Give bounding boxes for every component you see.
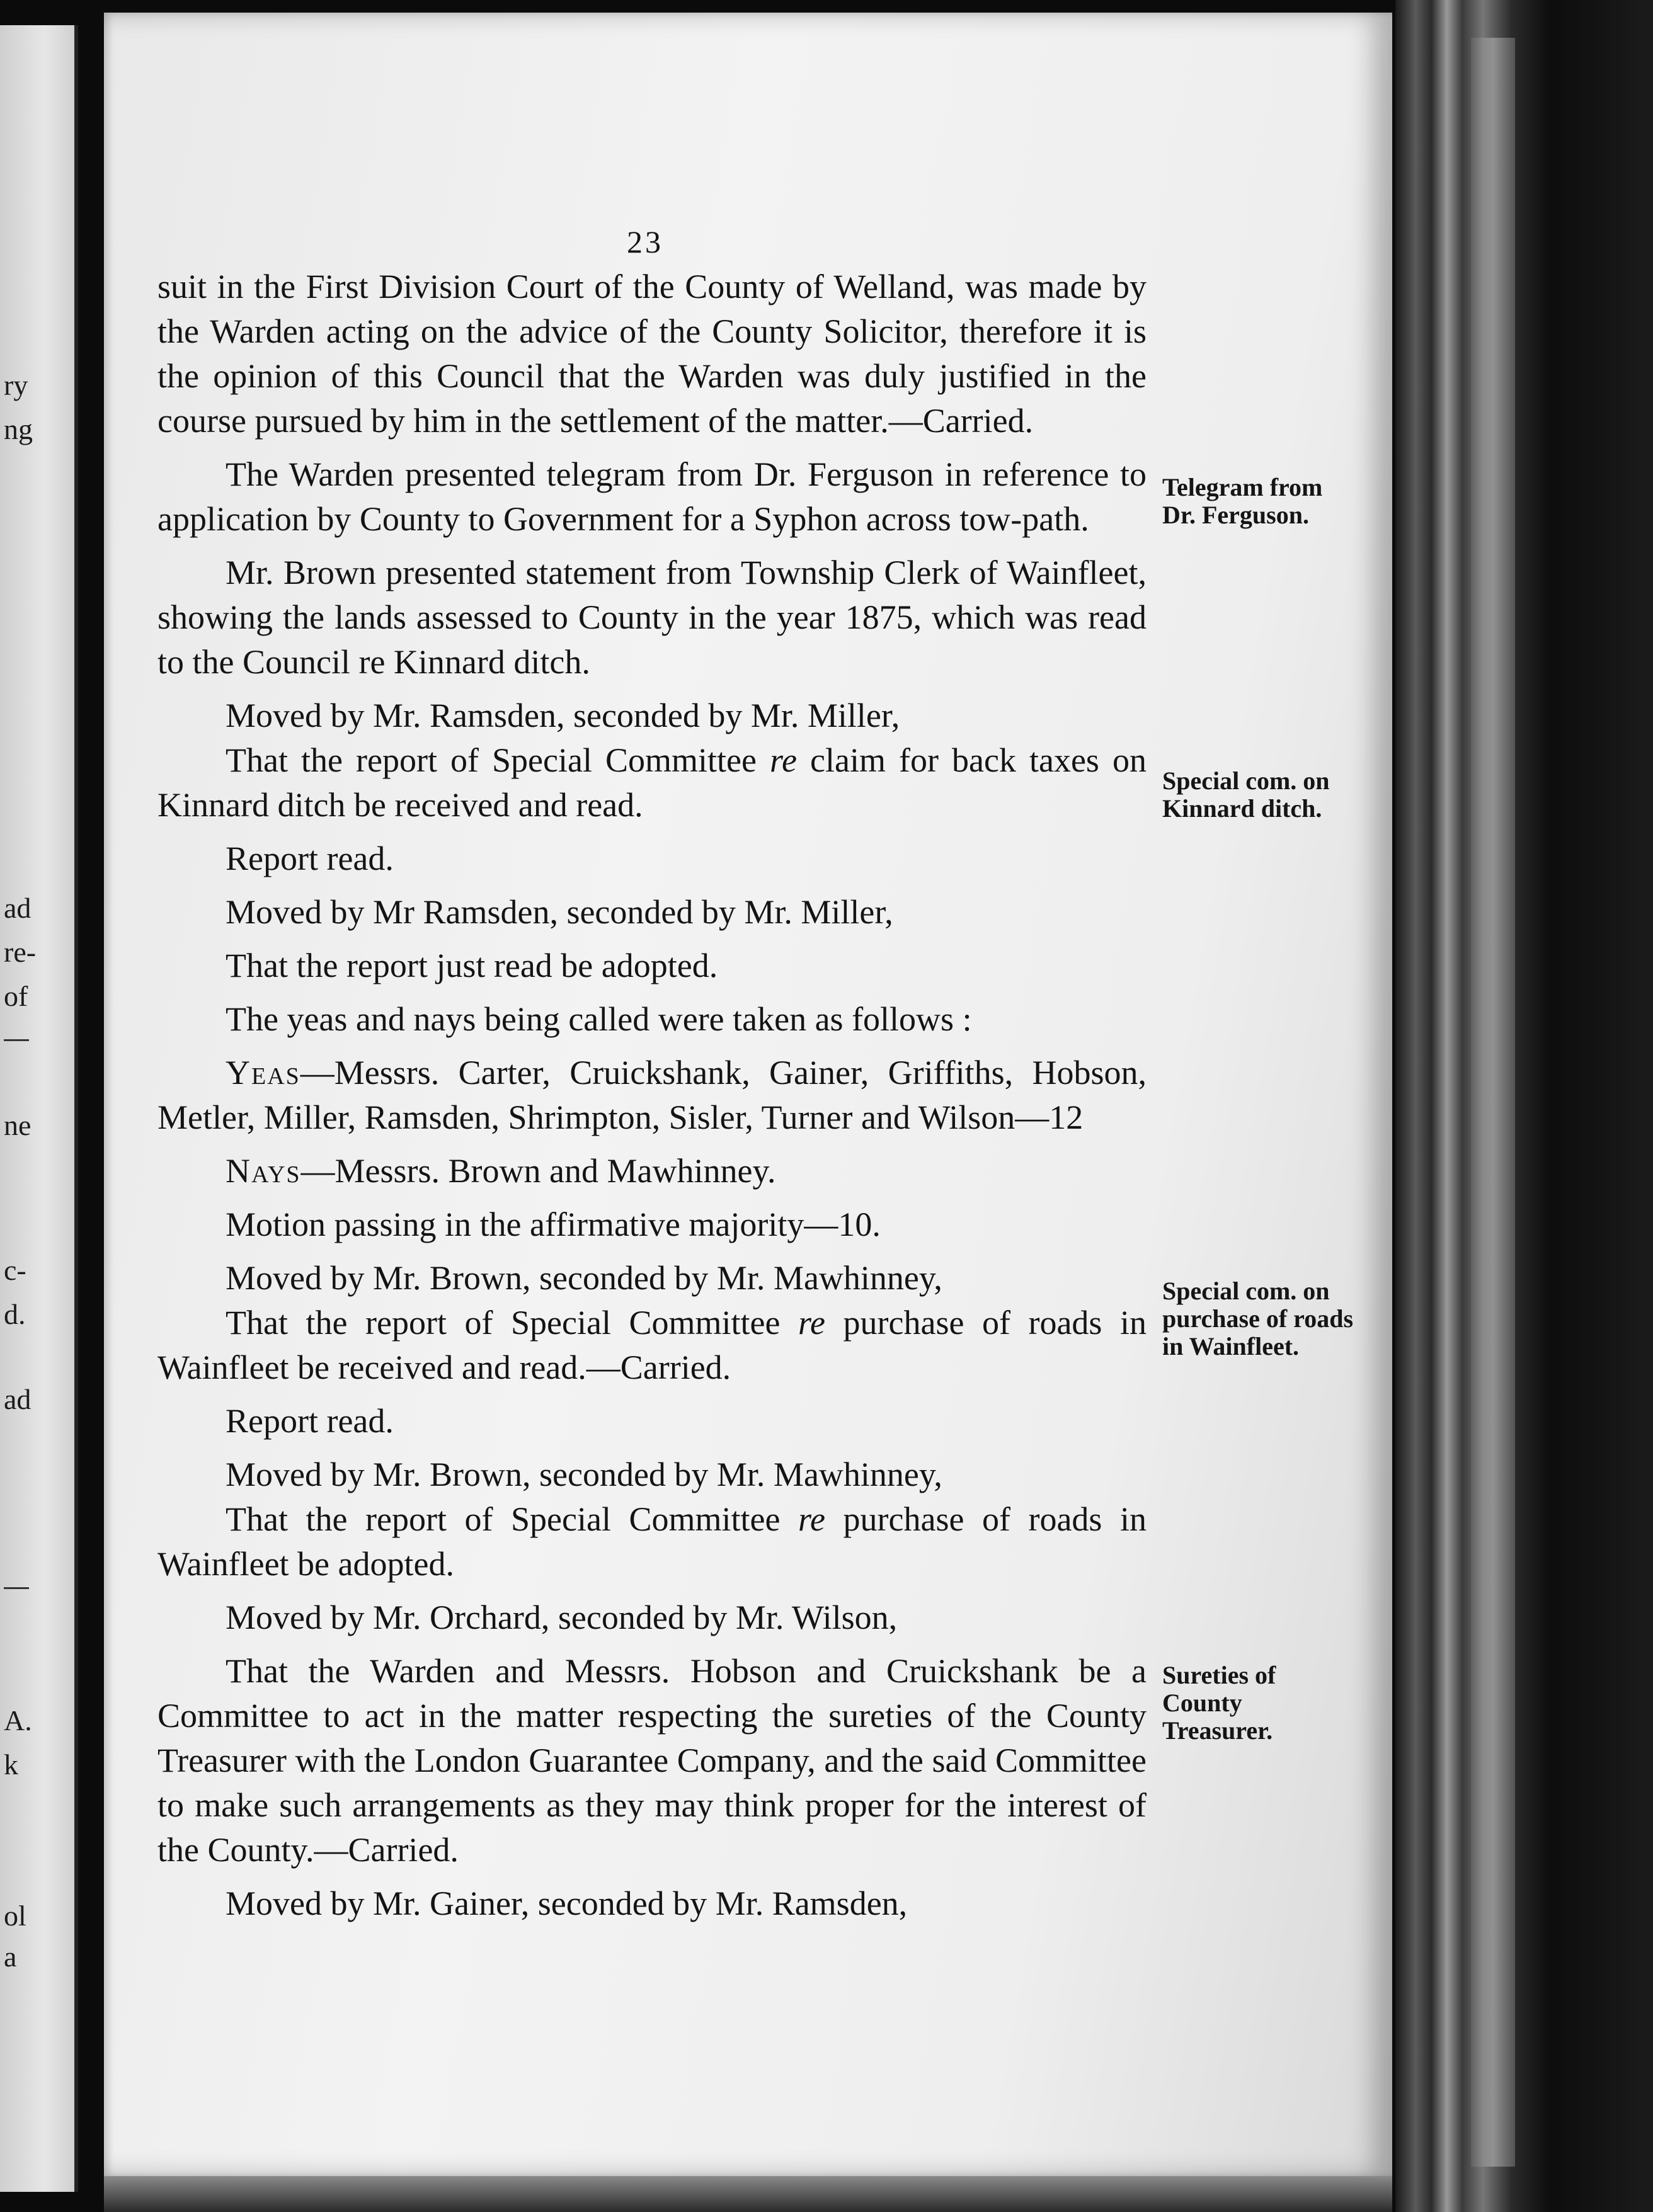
paragraph: That the report just read be adopted. — [226, 947, 718, 984]
paragraph — [157, 1497, 1147, 1587]
nays-line — [157, 1149, 1147, 1194]
paragraph: Motion passing in the affirmative majority—10. — [226, 1206, 881, 1243]
margin-note-telegram: Telegram from Dr. Ferguson. — [1162, 473, 1323, 529]
yeas-label: Yeas — [226, 1054, 300, 1092]
motion-line: Moved by Mr Ramsden, seconded by Mr. Miller, — [226, 893, 893, 931]
page-number: 23 — [627, 224, 663, 259]
facing-page-fragment: ry — [4, 369, 28, 401]
paragraph — [157, 1301, 1147, 1390]
facing-page-fragment: ad — [4, 1383, 31, 1415]
motion-line: Moved by Mr. Brown, seconded by Mr. Mawhinney, — [226, 1456, 942, 1493]
facing-page-fragment: re- — [4, 936, 37, 968]
text-run: That the report of Special Committee — [226, 1304, 798, 1342]
paragraph: Report read. — [226, 1402, 394, 1440]
motion-line: Moved by Mr. Ramsden, seconded by Mr. Miller, — [226, 697, 900, 734]
page-body — [157, 265, 1147, 1926]
facing-page-fragment: ad — [4, 892, 31, 924]
facing-page-rule — [4, 1587, 29, 1589]
paragraph: That the Warden and Messrs. Hobson and Cruickshank be a Committee to act in the matter respecting the sureties of the County Treasurer with the London Guarantee Company, and the said Committee to make such arrangements as they may think proper for the interest of the County.—Carried. — [157, 1652, 1147, 1869]
yeas-names: —Messrs. Carter, Cruickshank, Gainer, Griffiths, Hobson, Metler, Miller, Ramsden, Shrimpton, Sisler, Turner and Wilson—12 — [157, 1054, 1147, 1136]
margin-note-wainfleet: Special com. on purchase of roads in Wainfleet. — [1162, 1277, 1354, 1360]
text-run: That the report of Special Committee — [226, 1500, 798, 1538]
motion-line: Moved by Mr. Orchard, seconded by Mr. Wilson, — [226, 1599, 898, 1636]
facing-page-fragment: of — [4, 980, 28, 1012]
italic-re: re — [798, 1500, 825, 1538]
text-run: purchase of roads in Wainfleet be adopted. — [157, 1500, 1147, 1583]
nays-names: —Messrs. Brown and Mawhinney. — [300, 1152, 776, 1190]
paragraph: The Warden presented telegram from Dr. Ferguson in reference to application by County to Government for a Syphon across tow-path. — [157, 455, 1147, 538]
paragraph: The yeas and nays being called were taken as follows : — [226, 1000, 972, 1038]
facing-page-edge — [0, 25, 78, 2192]
italic-re: re — [770, 741, 797, 779]
book-binding-edge — [1395, 0, 1653, 2212]
facing-page-fragment: c- — [4, 1254, 26, 1286]
yeas-line — [157, 1051, 1147, 1140]
facing-page-fragment: ol — [4, 1900, 26, 1932]
margin-note-sureties: Sureties of County Treasurer. — [1162, 1661, 1276, 1745]
italic-re: re — [798, 1304, 825, 1342]
facing-page-rule — [4, 1039, 29, 1041]
nays-label: Nays — [226, 1152, 301, 1190]
page-edge-strip — [1471, 38, 1515, 2167]
facing-page-fragment: d. — [4, 1298, 26, 1330]
paragraph — [157, 738, 1147, 828]
facing-page-fragment: a — [4, 1941, 17, 1973]
facing-page-fragment: A. — [4, 1704, 32, 1736]
page-bottom-shadow — [104, 2176, 1392, 2212]
paragraph: Mr. Brown presented statement from Township Clerk of Wainfleet, showing the lands assessed to County in the year 1875, which was read to the Council re Kinnard ditch. — [157, 554, 1147, 681]
paragraph: suit in the First Division Court of the County of Welland, was made by the Warden acting on the advice of the County Solicitor, therefore it is the opinion of this Council that the Warden was duly justified in the course pursued by him in the settlement of the matter.—Carried. — [157, 268, 1147, 440]
paragraph: Report read. — [226, 840, 394, 877]
motion-line: Moved by Mr. Brown, seconded by Mr. Mawhinney, — [226, 1259, 942, 1297]
facing-page-fragment: k — [4, 1748, 18, 1781]
facing-page-fragment: ne — [4, 1109, 31, 1141]
margin-note-kinnard: Special com. on Kinnard ditch. — [1162, 767, 1330, 823]
motion-line: Moved by Mr. Gainer, seconded by Mr. Ramsden, — [226, 1884, 908, 1922]
text-run: claim for back taxes on Kinnard ditch be received and read. — [157, 741, 1147, 824]
text-run: purchase of roads in Wainfleet be received and read.—Carried. — [157, 1304, 1147, 1386]
text-run: That the report of Special Committee — [226, 741, 770, 779]
facing-page-fragment: ng — [4, 413, 33, 445]
